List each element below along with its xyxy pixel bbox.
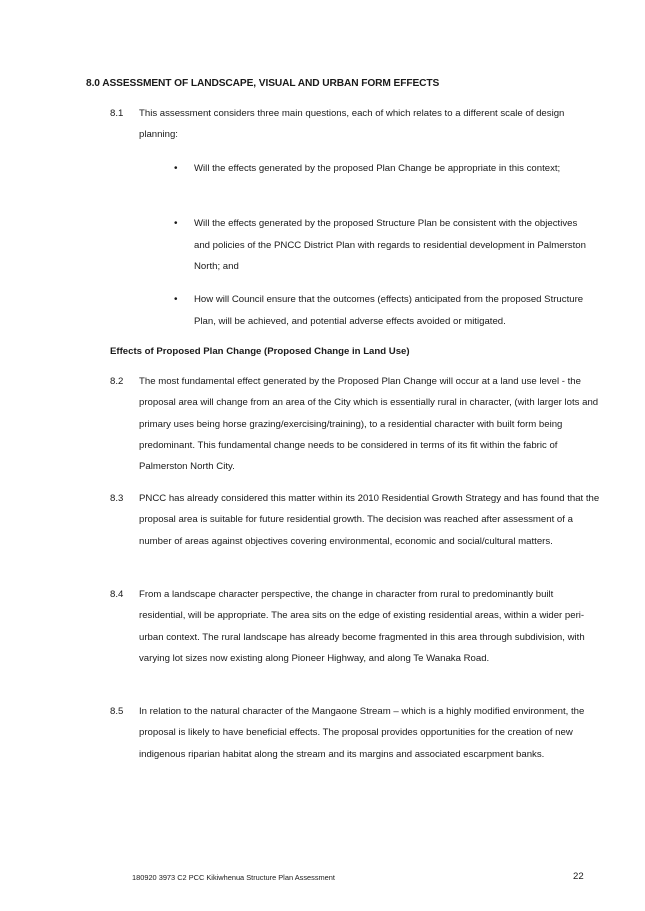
paragraph-number: 8.2: [110, 376, 124, 387]
paragraph-text: PNCC has already considered this matter within its 2010 Residential Growth Strategy and has found that the proposal area is suitable for future residential growth. The decision was reached after assessment of a number of areas against objectives covering environmental, economic and social/cultural matters.: [139, 493, 600, 547]
bullet-icon: •: [174, 294, 178, 305]
bullet-icon: •: [174, 218, 178, 229]
footer-page-number: 22: [573, 871, 584, 882]
bullet-text: Will the effects generated by the proposed Plan Change be appropriate in this context;: [194, 163, 561, 174]
section-heading: 8.0 ASSESSMENT OF LANDSCAPE, VISUAL AND URBAN FORM EFFECTS: [86, 78, 440, 89]
paragraph-8-5: [110, 701, 600, 765]
paragraph-number: 8.1: [110, 108, 124, 119]
paragraph-8-1: [110, 103, 600, 146]
paragraph-text: This assessment considers three main questions, each of which relates to a different scale of design planning:: [139, 108, 565, 141]
footer-document-reference: 180920 3973 C2 PCC Kikiwhenua Structure Plan Assessment: [132, 873, 335, 882]
paragraph-number: 8.5: [110, 706, 124, 717]
bullet-text: Will the effects generated by the proposed Structure Plan be consistent with the objectives and policies of the PNCC District Plan with regards to residential development in Palmerston North; and: [194, 218, 586, 272]
subsection-heading: Effects of Proposed Plan Change (Proposed Change in Land Use): [110, 346, 410, 357]
paragraph-8-2: [110, 371, 600, 477]
bullet-item: [174, 158, 594, 180]
paragraph-number: 8.3: [110, 493, 124, 504]
paragraph-8-3: [110, 488, 600, 552]
bullet-item: [174, 289, 594, 332]
paragraph-8-4: [110, 584, 600, 669]
paragraph-text: From a landscape character perspective, the change in character from rural to predominantly built residential, will be appropriate. The area sits on the edge of existing residential areas, within a wider peri-urban context. The rural landscape has already become fragmented in this area through subdivision, with varying lot sizes now existing along Pioneer Highway, and along Te Wanaka Road.: [139, 589, 585, 664]
bullet-text: How will Council ensure that the outcomes (effects) anticipated from the proposed Structure Plan, will be achieved, and potential adverse effects avoided or mitigated.: [194, 294, 584, 327]
bullet-item: [174, 213, 594, 278]
paragraph-text: In relation to the natural character of the Mangaone Stream – which is a highly modified environment, the proposal is likely to have beneficial effects. The proposal provides opportunities for the creation of new indigenous riparian habitat along the stream and its margins and associated escarpment banks.: [139, 706, 585, 760]
paragraph-number: 8.4: [110, 589, 124, 600]
paragraph-text: The most fundamental effect generated by the Proposed Plan Change will occur at a land use level - the proposal area will change from an area of the City which is essentially rural in character, (with larger lots and primary uses being horse grazing/exercising/training), to a residential character with built form being predominant. This fundamental change needs to be considered in terms of its fit within the fabric of Palmerston North City.: [139, 376, 599, 473]
bullet-icon: •: [174, 163, 178, 174]
